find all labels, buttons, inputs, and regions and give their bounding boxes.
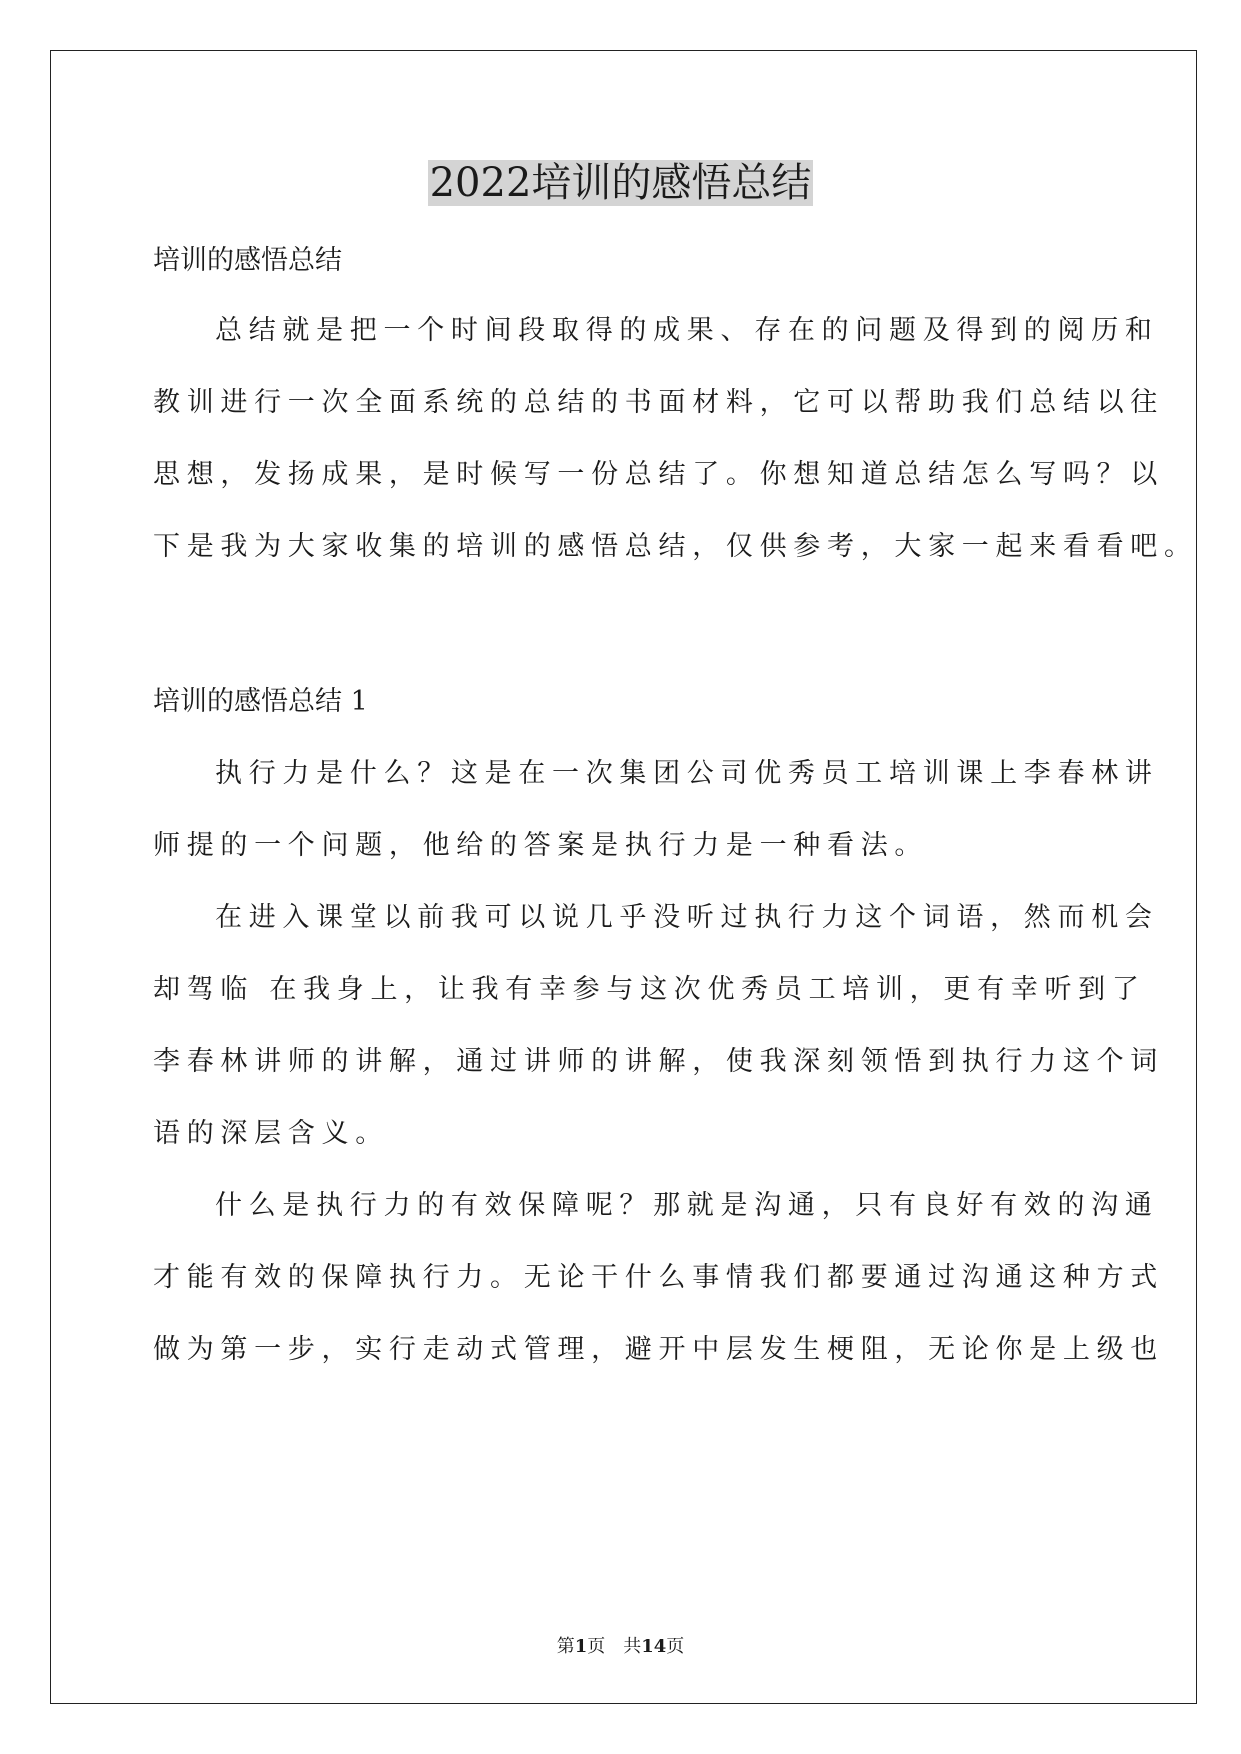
footer-total-pages: 14 [641,1636,667,1657]
intro-line: 下是我为大家收集的培训的感悟总结，仅供参考，大家一起来看看吧。 [153,531,1198,562]
paragraph-line: 师提的一个问题，他给的答案是执行力是一种看法。 [153,830,929,861]
footer-page-number: 1 [574,1636,588,1657]
intro-line: 思想，发扬成果，是时候写一份总结了。你想知道总结怎么写吗？以 [153,459,1164,490]
intro-line: 教训进行一次全面系统的总结的书面材料，它可以帮助我们总结以往 [153,387,1164,418]
document-title [0,155,1241,211]
page-footer [0,1635,1241,1659]
paragraph-line: 李春林讲师的讲解，通过讲师的讲解，使我深刻领悟到执行力这个词 [153,1046,1164,1077]
section-heading: 培训的感悟总结 1 [153,686,368,717]
document-title-text: 2022培训的感悟总结 [429,160,812,206]
paragraph-line: 执行力是什么？这是在一次集团公司优秀员工培训课上李春林讲 [215,758,1159,789]
paragraph-line: 在进入课堂以前我可以说几乎没听过执行力这个词语，然而机会 [215,902,1159,933]
intro-line: 总结就是把一个时间段取得的成果、存在的问题及得到的阅历和 [215,315,1159,346]
paragraph-line: 才能有效的保障执行力。无论干什么事情我们都要通过沟通这种方式 [153,1262,1164,1293]
intro-heading: 培训的感悟总结 [153,245,342,276]
footer-mid: 页 共 [587,1636,642,1657]
paragraph-line: 语的深层含义。 [153,1118,389,1149]
page-border [50,50,1197,1704]
paragraph-line: 却驾临 在我身上，让我有幸参与这次优秀员工培训，更有幸听到了 [153,974,1146,1005]
paragraph-line: 什么是执行力的有效保障呢？那就是沟通，只有良好有效的沟通 [215,1190,1159,1221]
paragraph-line: 做为第一步，实行走动式管理，避开中层发生梗阻，无论你是上级也 [153,1334,1164,1365]
footer-prefix: 第 [556,1636,575,1657]
footer-suffix: 页 [666,1636,685,1657]
